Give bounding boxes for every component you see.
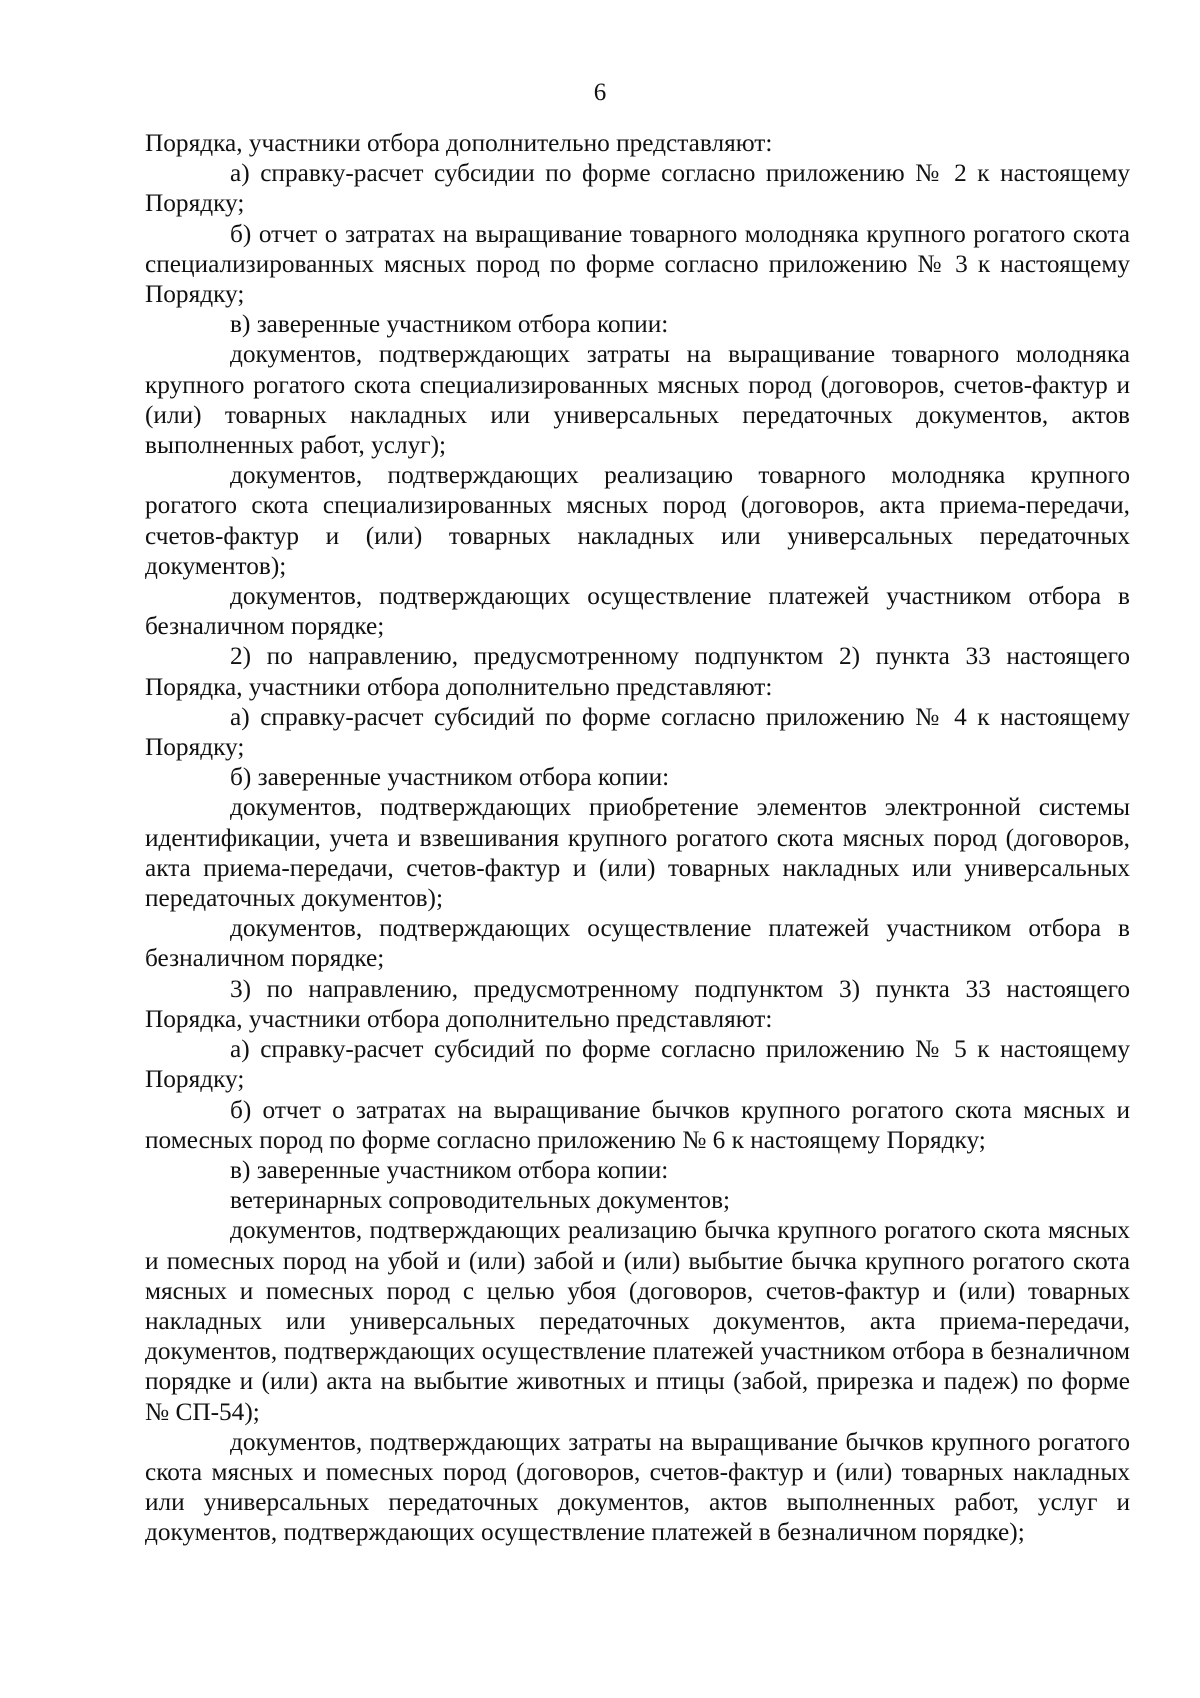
document-paragraph: б) отчет о затратах на выращивание бычков крупного рогатого скота мясных и помесных пород по форме согласно приложению № 6 к настоящему Порядку; bbox=[145, 1095, 1130, 1154]
document-paragraph: б) заверенные участником отбора копии: bbox=[230, 763, 670, 792]
document-paragraph: документов, подтверждающих реализацию бычка крупного рогатого скота мясных и помесных пород на убой и (или) забой и (или) выбытие бычка крупного рогатого скота мясных и помесных пород с целью убоя (договоров, счетов-фактур и (или) товарных накладных или универсальных передаточных документов, акта приема-передачи, документов, подтверждающих осуществление платежей участником отбора в безналичном порядке и (или) акта на выбытие животных и птицы (забой, прирезка и падеж) по форме № СП-54); bbox=[145, 1216, 1130, 1426]
document-paragraph: а) справку-расчет субсидии по форме согласно приложению № 2 к настоящему Порядку; bbox=[145, 159, 1130, 218]
document-paragraph: документов, подтверждающих осуществление платежей участником отбора в безналичном порядке; bbox=[145, 582, 1130, 641]
document-paragraph: документов, подтверждающих затраты на выращивание товарного молодняка крупного рогатого скота специализированных мясных пород (договоров, счетов-фактур и (или) товарных накладных или универсальных передаточных документов, актов выполненных работ, услуг); bbox=[145, 340, 1130, 460]
document-paragraph: документов, подтверждающих реализацию товарного молодняка крупного рогатого скота специализированных мясных пород (договоров, акта приема-передачи, счетов-фактур и (или) товарных накладных или универсальных передаточных документов); bbox=[145, 461, 1130, 580]
document-paragraph: документов, подтверждающих затраты на выращивание бычков крупного рогатого скота мясных и помесных пород (договоров, счетов-фактур и (или) товарных накладных или универсальных передаточных документов, актов выполненных работ, услуг и документов, подтверждающих осуществление платежей в безналичном порядке); bbox=[145, 1427, 1130, 1547]
document-paragraph: а) справку-расчет субсидий по форме согласно приложению № 5 к настоящему Порядку; bbox=[145, 1035, 1130, 1094]
document-paragraph: документов, подтверждающих осуществление платежей участником отбора в безналичном порядке; bbox=[145, 914, 1130, 973]
document-paragraph: б) отчет о затратах на выращивание товарного молодняка крупного рогатого скота специализированных мясных пород по форме согласно приложению № 3 к настоящему Порядку; bbox=[145, 219, 1130, 309]
document-body bbox=[145, 128, 1130, 1548]
document-paragraph: в) заверенные участником отбора копии: bbox=[230, 310, 669, 339]
page-number: 6 bbox=[593, 79, 607, 106]
document-paragraph: ветеринарных сопроводительных документов; bbox=[230, 1186, 731, 1215]
document-paragraph: Порядка, участники отбора дополнительно представляют: bbox=[145, 129, 773, 157]
document-paragraph: в) заверенные участником отбора копии: bbox=[230, 1155, 669, 1184]
document-paragraph: документов, подтверждающих приобретение элементов электронной системы идентификации, учета и взвешивания крупного рогатого скота мясных пород (договоров, акта приема-передачи, счетов-фактур и (или) товарных накладных или универсальных передаточных документов); bbox=[145, 793, 1130, 913]
document-paragraph: 3) по направлению, предусмотренному подпунктом 3) пункта 33 настоящего Порядка, участники отбора дополнительно представляют: bbox=[145, 974, 1130, 1033]
document-paragraph: а) справку-расчет субсидий по форме согласно приложению № 4 к настоящему Порядку; bbox=[145, 702, 1130, 762]
document-paragraph: 2) по направлению, предусмотренному подпунктом 2) пункта 33 настоящего Порядка, участники отбора дополнительно представляют: bbox=[145, 642, 1130, 701]
